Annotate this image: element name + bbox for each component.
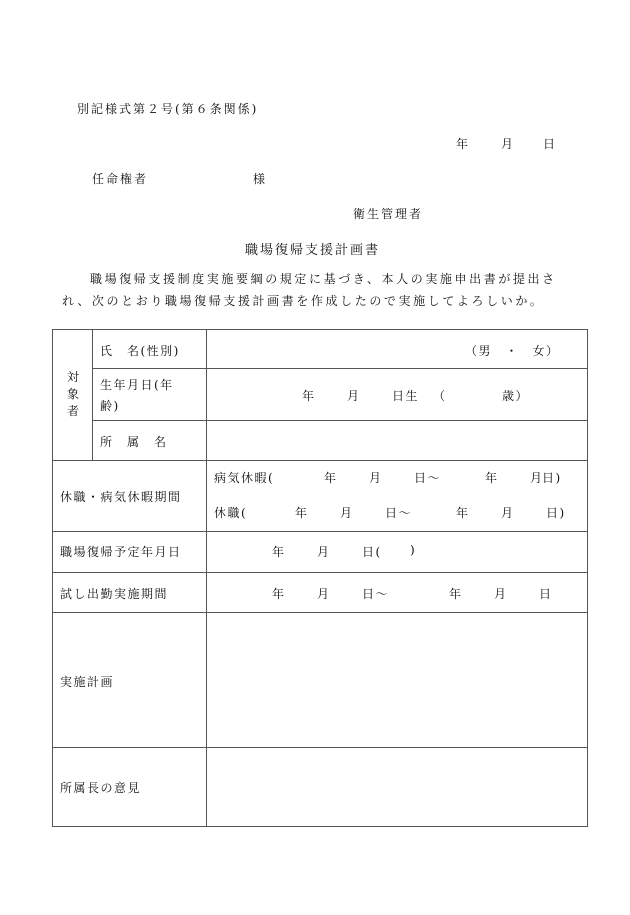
appointer-honorific: 様 [253,172,266,186]
leave-period-label: 休職・病気休暇期間 [60,490,182,504]
manager-opinion-field[interactable] [207,748,587,825]
department-label: 所 属 名 [100,435,168,449]
row-divider [52,531,588,532]
gender-field[interactable]: （男 ・ 女） [465,344,560,358]
implementation-plan-label: 実施計画 [60,675,115,689]
trial-period-label: 試し出勤実施期間 [60,587,169,601]
row-divider [52,572,588,573]
row-divider [52,460,588,461]
column-divider [92,329,93,460]
document-title: 職場復帰支援計画書 [245,243,381,258]
department-field[interactable] [207,421,587,459]
date-day: 日 [543,137,556,151]
return-date-label: 職場復帰予定年月日 [60,545,182,559]
sender: 衛生管理者 [353,207,424,221]
manager-opinion-label: 所属長の意見 [60,781,142,795]
subject-group-label: 対 象 者 [67,370,81,418]
table-border-bottom [52,826,588,827]
name-label: 氏 名(性別) [100,344,180,358]
intro-line-2: れ、次のとおり職場復帰支援計画書を作成したので実施してよろしいか。 [62,294,545,308]
table-border-left [52,329,53,827]
appointer-label: 任命権者 [92,172,149,186]
date-year: 年 [456,137,469,151]
form-id: 別記様式第２号(第６条関係) [77,102,259,116]
table-border-right [587,329,588,827]
intro-line-1: 職場復帰支援制度実施要綱の規定に基づき、本人の実施申出書が提出さ [90,272,557,286]
implementation-plan-field[interactable] [207,613,587,746]
date-month: 月 [501,137,514,151]
table-border-top [52,329,588,330]
birthdate-label-line-2: 齢) [100,399,120,413]
plan-table: 対 象 者 氏 名(性別) （男 ・ 女） 生年月日(年 齢) 年 月 日生 （ 歳） 所 属 名 休職・病気休暇期間 病気休暇( 年 月 日～ 年 月 日) 休職( 年 月 日～ 年 月 日) 職場復帰予定年月日 年 月 日( ) 試し出勤実施期間 年 月 日～ 年 月 日 実施計画 所属長の意見 [52,329,588,827]
row-divider [92,368,588,369]
birthdate-label-line-1: 生年月日(年 [100,378,174,392]
